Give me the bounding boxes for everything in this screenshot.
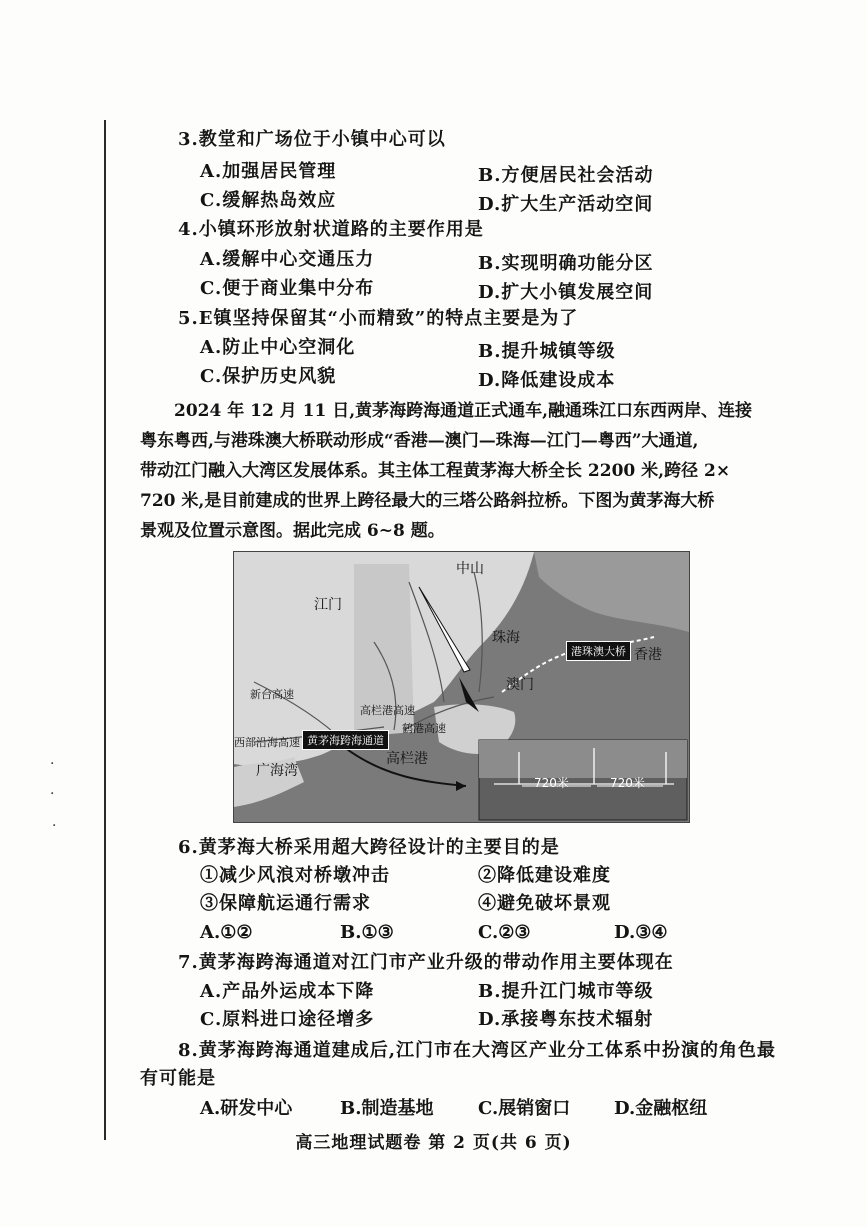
q8-option-c: C.展销窗口 bbox=[478, 1098, 571, 1119]
label-xintai-highway: 新台高速 bbox=[250, 688, 294, 701]
question-8-stem-cont: 有可能是 bbox=[140, 1068, 216, 1089]
label-macau: 澳门 bbox=[506, 677, 534, 693]
label-gaolangang-highway: 高栏港高速 bbox=[360, 704, 415, 717]
label-zhuhai: 珠海 bbox=[492, 630, 520, 646]
q3-option-d: D.扩大生产活动空间 bbox=[478, 194, 654, 215]
label-span-2: 720米 bbox=[610, 776, 645, 790]
q6-option-a: A.①② bbox=[200, 922, 253, 943]
label-guanghai-bay: 广海湾 bbox=[256, 763, 298, 779]
q7-option-d: D.承接粤东技术辐射 bbox=[478, 1009, 654, 1030]
q6-statement-3: ③保障航运通行需求 bbox=[200, 893, 371, 914]
question-6-stem: 6.黄茅海大桥采用超大跨径设计的主要目的是 bbox=[178, 837, 560, 858]
q7-option-a: A.产品外运成本下降 bbox=[200, 981, 375, 1002]
q6-option-b: B.①③ bbox=[340, 922, 394, 943]
binding-margin-line bbox=[104, 120, 106, 1140]
q7-option-b: B.提升江门城市等级 bbox=[478, 981, 654, 1002]
q4-option-a: A.缓解中心交通压力 bbox=[200, 249, 375, 270]
label-hkzm-bridge: 港珠澳大桥 bbox=[566, 641, 631, 661]
q4-option-d: D.扩大小镇发展空间 bbox=[478, 282, 654, 303]
margin-mark: · bbox=[52, 818, 57, 834]
q8-option-d: D.金融枢纽 bbox=[614, 1098, 708, 1119]
q5-option-a: A.防止中心空洞化 bbox=[200, 337, 356, 358]
passage bbox=[140, 396, 780, 546]
q5-option-d: D.降低建设成本 bbox=[478, 370, 616, 391]
passage-line: 带动江门融入大湾区发展体系。其主体工程黄茅海大桥全长 2200 米,跨径 2× bbox=[140, 461, 731, 481]
bridge-location-map bbox=[233, 551, 690, 823]
q6-statement-2: ②降低建设难度 bbox=[478, 865, 611, 886]
passage-line: 720 米,是目前建成的世界上跨径最大的三塔公路斜拉桥。下图为黄茅海大桥 bbox=[140, 491, 715, 511]
label-span-1: 720米 bbox=[534, 776, 569, 790]
q3-option-a: A.加强居民管理 bbox=[200, 161, 337, 182]
page-footer: 高三地理试题卷 第 2 页(共 6 页) bbox=[295, 1133, 572, 1153]
q8-option-a: A.研发中心 bbox=[200, 1098, 293, 1119]
passage-line: 2024 年 12 月 11 日,黄茅海跨海通道正式通车,融通珠江口东西两岸、连接 bbox=[174, 401, 753, 421]
label-gaolangang: 高栏港 bbox=[386, 751, 428, 767]
q6-statement-1: ①减少风浪对桥墩冲击 bbox=[200, 865, 390, 886]
q3-option-c: C.缓解热岛效应 bbox=[200, 190, 337, 211]
question-7-stem: 7.黄茅海跨海通道对江门市产业升级的带动作用主要体现在 bbox=[178, 952, 674, 973]
margin-mark: · bbox=[50, 786, 55, 802]
q6-statement-4: ④避免破坏景观 bbox=[478, 893, 611, 914]
label-hegang-highway: 鹤港高速 bbox=[402, 722, 446, 735]
q5-option-c: C.保护历史风貌 bbox=[200, 366, 337, 387]
q6-option-c: C.②③ bbox=[478, 922, 531, 943]
passage-line: 粤东粤西,与港珠澳大桥联动形成“香港—澳门—珠海—江门—粤西”大通道, bbox=[140, 431, 699, 451]
label-hmh-channel: 黄茅海跨海通道 bbox=[302, 730, 389, 750]
q7-option-c: C.原料进口途径增多 bbox=[200, 1009, 375, 1030]
label-west-coast-highway: 西部沿海高速 bbox=[234, 736, 300, 749]
q5-option-b: B.提升城镇等级 bbox=[478, 341, 616, 362]
question-3-stem: 3.教堂和广场位于小镇中心可以 bbox=[178, 129, 446, 150]
label-hongkong: 香港 bbox=[634, 647, 662, 663]
question-8-stem: 8.黄茅海跨海通道建成后,江门市在大湾区产业分工体系中扮演的角色最 bbox=[178, 1040, 777, 1061]
q6-option-d: D.③④ bbox=[614, 922, 668, 943]
label-jiangmen: 江门 bbox=[314, 597, 342, 613]
q4-option-b: B.实现明确功能分区 bbox=[478, 253, 654, 274]
label-zhongshan: 中山 bbox=[456, 561, 484, 577]
q4-option-c: C.便于商业集中分布 bbox=[200, 278, 375, 299]
question-4-stem: 4.小镇环形放射状道路的主要作用是 bbox=[178, 219, 484, 240]
margin-mark: · bbox=[50, 756, 55, 772]
passage-line: 景观及位置示意图。据此完成 6~8 题。 bbox=[140, 521, 445, 541]
q8-option-b: B.制造基地 bbox=[340, 1098, 434, 1119]
q3-option-b: B.方便居民社会活动 bbox=[478, 165, 654, 186]
question-5-stem: 5.E镇坚持保留其“小而精致”的特点主要是为了 bbox=[178, 308, 579, 329]
